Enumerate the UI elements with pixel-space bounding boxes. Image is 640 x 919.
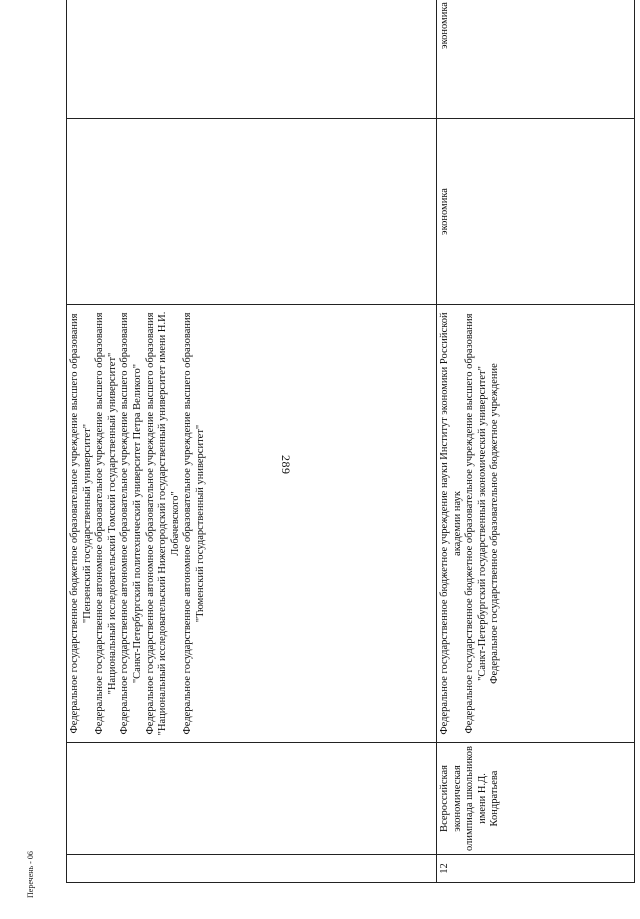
page-number: 289 — [279, 455, 293, 475]
subject: экономика — [439, 2, 450, 49]
cell-subject-complex — [437, 119, 635, 305]
row-number: 12 — [439, 863, 450, 874]
organization-entry: Федеральное государственное бюджетное образовательное учреждение высшего образования "Пензенский государственный университет" — [69, 313, 93, 734]
organization-entry: Федеральное государственное образовательное бюджетное учреждение — [489, 363, 501, 684]
organization-entry: Федеральное государственное бюджетное образовательное учреждение высшего образования "Санкт-Петербургский государственный экономический университет" — [464, 313, 488, 734]
footer-label: Перечень - 06 — [26, 851, 35, 898]
organization-entry: Федеральное государственное автономное образовательное учреждение высшего образования "Тюменский государственный университет" — [182, 312, 206, 735]
cell-number — [67, 855, 437, 883]
cell-organizations — [437, 305, 635, 743]
cell-subject — [67, 0, 437, 119]
table-row — [437, 0, 635, 883]
cell-subject — [437, 0, 635, 119]
organization-entry: Федеральное государственное автономное образовательное учреждение высшего образования "Санкт-Петербургский политехнический университет Петра Великого" — [119, 312, 143, 735]
subject-complex: экономика — [439, 188, 450, 235]
cell-subject-complex — [67, 119, 437, 305]
organization-entry: Федеральное государственное автономное образовательное учреждение высшего образования "Национальный исследовательский Нижегородский государственный университет имени Н.И. Лобачевского" — [144, 311, 181, 736]
cell-number — [437, 855, 635, 883]
olympiad-name: Всероссийская экономическая олимпиада школьников имени Н.Д. Кондратьева — [439, 746, 501, 851]
organization-entry: Федеральное государственное бюджетное учреждение науки Институт экономики Российской академии наук — [439, 312, 463, 735]
olympiad-list-table — [66, 2, 626, 883]
cell-olympiad-name — [437, 743, 635, 855]
organization-entry: Федеральное государственное автономное образовательное учреждение высшего образования "Национальный исследовательский Томский государственный университет" — [94, 312, 118, 735]
cell-organizations — [67, 305, 437, 743]
cell-olympiad-name — [67, 743, 437, 855]
table-row-continued — [67, 0, 437, 883]
